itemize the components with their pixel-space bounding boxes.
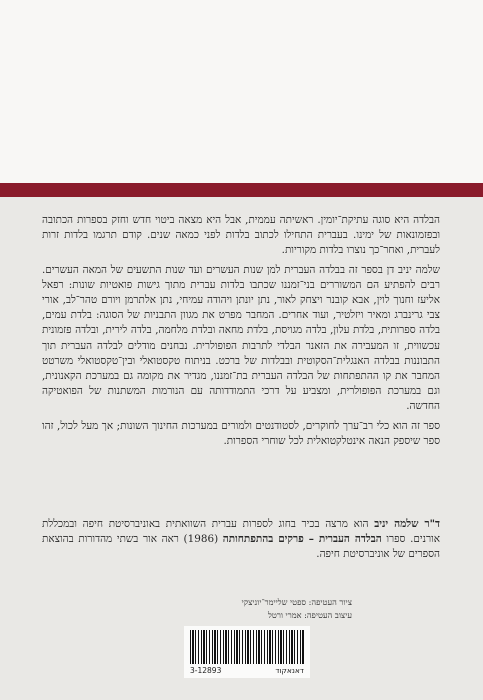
author-bio — [42, 517, 440, 563]
barcode-bars — [190, 630, 304, 664]
barcode-brand: דאנאקוד — [275, 666, 304, 675]
author-bio-line-1: הוא מרצה בכיר בחוג לספרות עברית השוואתית באוניברסיטת חיפה ובמכללת אורנים. ספרו — [42, 518, 441, 546]
blurb-paragraph-2: שלמה יניב דן בספר זה בבלדה העברית למן שנות העשרים ועד שנות התשעים של המאה העשרים. רבים להפתיע הם המשוררים בני־זמננו שכתבו בלדות עברית מתוך גישות פואטיות שונות: רפאל אליעז וחנוך לוין, אבא קובנר ויצחק לאור, נתן יונתן ויהודה עמיחי, נתן אלתרמן ויורם טהר־לב, אורי צבי גרינברג ומאיר ויזלטיר, ועוד אחרים. המחבר מפרט את מגוון התבניות של הסוגה: בלדת עמים, בלדה ספרותית, בלדת עלון, בלדה מגויסת, בלדת מחאה ובלדת מלחמה, בלדה לירית, ובלדה פזמונית עכשווית, זו המעבירה את הזאנר הבלדי לתרבות הפופולרית. נבחנים מודלים לבלדה העברית תוך התבוננות בבלדה האנגלית־הסקוטית ובבלדות של ברכט. בניתוח טקסטואלי ובין־טקסטואלי משרטט המחבר את קו ההתפתחות של הבלדה העברית בת־זמננו, מגדיר את מקומה גם במערכת הקאנונית, וגם במערכת הפופולרית, ומצביע על דרכי התמודדותה עם הנורמות המשתנות של הפואטיקה החדשה. — [42, 263, 440, 413]
author-book-title: הבלדה העברית – פרקים בהתפתחותה — [222, 533, 382, 546]
blurb-text — [42, 213, 440, 453]
author-bio-line-2: (1986) ראה אור בשתי מהדורות בהוצאת הספרים של אוניברסיטת חיפה. — [42, 533, 440, 561]
barcode-label — [190, 666, 304, 675]
credit-illustration: ציור העטיפה: ספטי שליימר־יוניצקי — [241, 597, 352, 607]
cover-red-band — [0, 183, 483, 197]
author-name: ד"ר שלמה יניב — [374, 518, 440, 530]
barcode-sticker — [184, 626, 310, 678]
barcode-number: 3-12893 — [190, 666, 222, 675]
cover-top-panel — [0, 0, 483, 183]
blurb-paragraph-3: ספר זה הוא כלי רב־ערך לחוקרים, לסטודנטים ולמורים במערכות החינוך השונות; אך מעל לכול, זהו ספר שיספק הנאה אינטלקטואלית לכל שוחרי הספרות. — [42, 419, 440, 447]
credit-design: עיצוב העטיפה: אמרי ורטל — [268, 610, 352, 620]
blurb-paragraph-1: הבלדה היא סוגה עתיקת־יומין. ראשיתה עממית, אבל היא מצאה ביטוי חדש וחזק בספרות הכתובה ובפזמונאות של ימינו. בעברית התחילו לכתוב בלדות לפני כמאה שנים. קודם תרגמו בלדות זרות לעברית, ואחר־כך נוצרו בלדות מקוריות. — [42, 214, 440, 257]
cover-credits — [132, 596, 352, 622]
